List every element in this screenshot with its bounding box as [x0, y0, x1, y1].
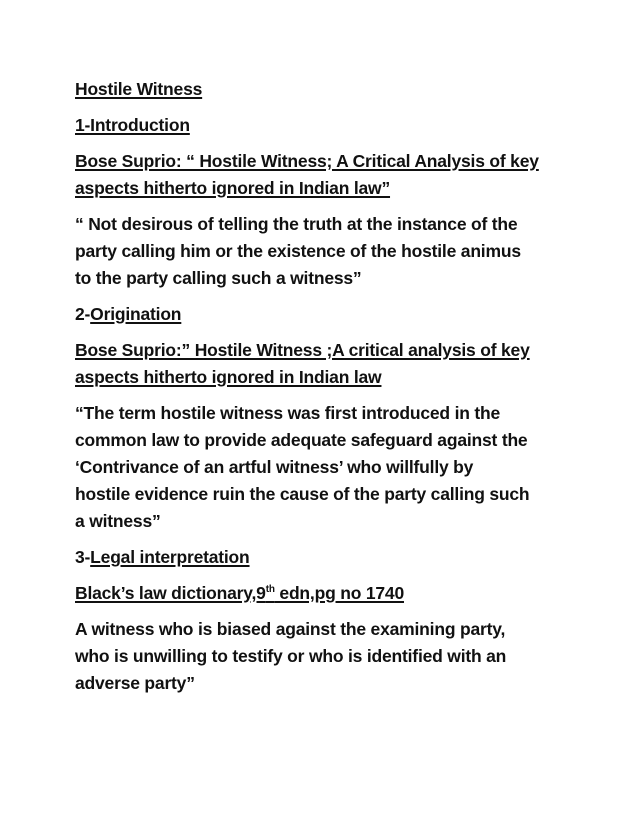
- section-3-citation: [75, 580, 575, 607]
- section-number: 2-: [75, 304, 91, 324]
- section-title: Origination: [90, 304, 182, 324]
- citation-text: Black’s law dictionary,9: [75, 583, 266, 603]
- section-3-quote: [75, 616, 575, 697]
- section-3-heading: [75, 544, 575, 571]
- quote-line: adverse party”: [75, 673, 195, 693]
- quote-line: ‘Contrivance of an artful witness’ who willfully by: [75, 457, 474, 477]
- section-2-heading: [75, 301, 575, 328]
- quote-line: who is unwilling to testify or who is identified with an: [75, 646, 507, 666]
- quote-line: hostile evidence ruin the cause of the party calling such: [75, 484, 530, 504]
- document-title: Hostile Witness: [75, 79, 203, 99]
- quote-line: A witness who is biased against the examining party,: [75, 619, 506, 639]
- citation-text: edn,pg no 1740: [274, 583, 404, 603]
- quote-line: to the party calling such a witness”: [75, 268, 362, 288]
- quote-line: common law to provide adequate safeguard against the: [75, 430, 528, 450]
- quote-line: party calling him or the existence of the hostile animus: [75, 241, 521, 261]
- section-title: Legal interpretation: [90, 547, 250, 567]
- section-1-citation: [75, 148, 575, 202]
- quote-line: “ Not desirous of telling the truth at the instance of the: [75, 214, 518, 234]
- section-2-citation: [75, 337, 575, 391]
- citation-line: aspects hitherto ignored in Indian law: [75, 367, 382, 387]
- document-page: [75, 76, 575, 697]
- section-number: 3-: [75, 547, 91, 567]
- citation-line: Bose Suprio: “ Hostile Witness; A Critical Analysis of key: [75, 151, 539, 171]
- section-1-heading: 1-Introduction: [75, 115, 190, 135]
- quote-line: “The term hostile witness was first introduced in the: [75, 403, 501, 423]
- superscript: th: [265, 584, 275, 596]
- citation-line: Bose Suprio:” Hostile Witness ;A critical analysis of key: [75, 340, 530, 360]
- section-1-quote: [75, 211, 575, 292]
- citation-line: aspects hitherto ignored in Indian law”: [75, 178, 391, 198]
- section-2-quote: [75, 400, 575, 535]
- quote-line: a witness”: [75, 511, 161, 531]
